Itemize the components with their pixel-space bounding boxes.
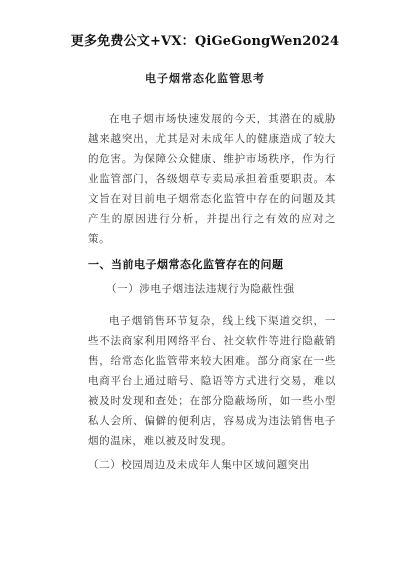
subsection-heading-1: （一）涉电子烟违法违规行为隐蔽性强	[106, 283, 295, 295]
intro-paragraph: 在电子烟市场快速发展的今天，其潜在的威胁越来越突出，尤其是对未成年人的健康造成了较大的危害。为保障公众健康、维护市场秩序，作为行业监管部门，各级烟草专卖局承担着重要职责。本文旨在对目前电子烟常态化监管中存在的问题及其产生的原因进行分析，并提出行之有效的应对之策。	[88, 113, 336, 245]
subsection-1-paragraph: 电子烟销售环节复杂，线上线下渠道交织，一些不法商家利用网络平台、社交软件等进行隐蔽销售，给常态化监管带来较大困难。部分商家在一些电商平台上通过暗号、隐语等方式进行交易，难以被及时发现和查处；在部分隐蔽场所，如一些小型私人会所、偏僻的便利店，容易成为违法销售电子烟的温床，难以被及时发现。	[88, 315, 336, 447]
document-title: 电子烟常态化监管思考	[145, 72, 265, 85]
subsection-heading-2: （二）校园周边及未成年人集中区域问题突出	[88, 459, 310, 471]
section-heading-1: 一、当前电子烟常态化监管存在的问题	[88, 258, 284, 271]
promo-header: 更多免费公文+VX：QiGeGongWen2024	[70, 34, 340, 49]
